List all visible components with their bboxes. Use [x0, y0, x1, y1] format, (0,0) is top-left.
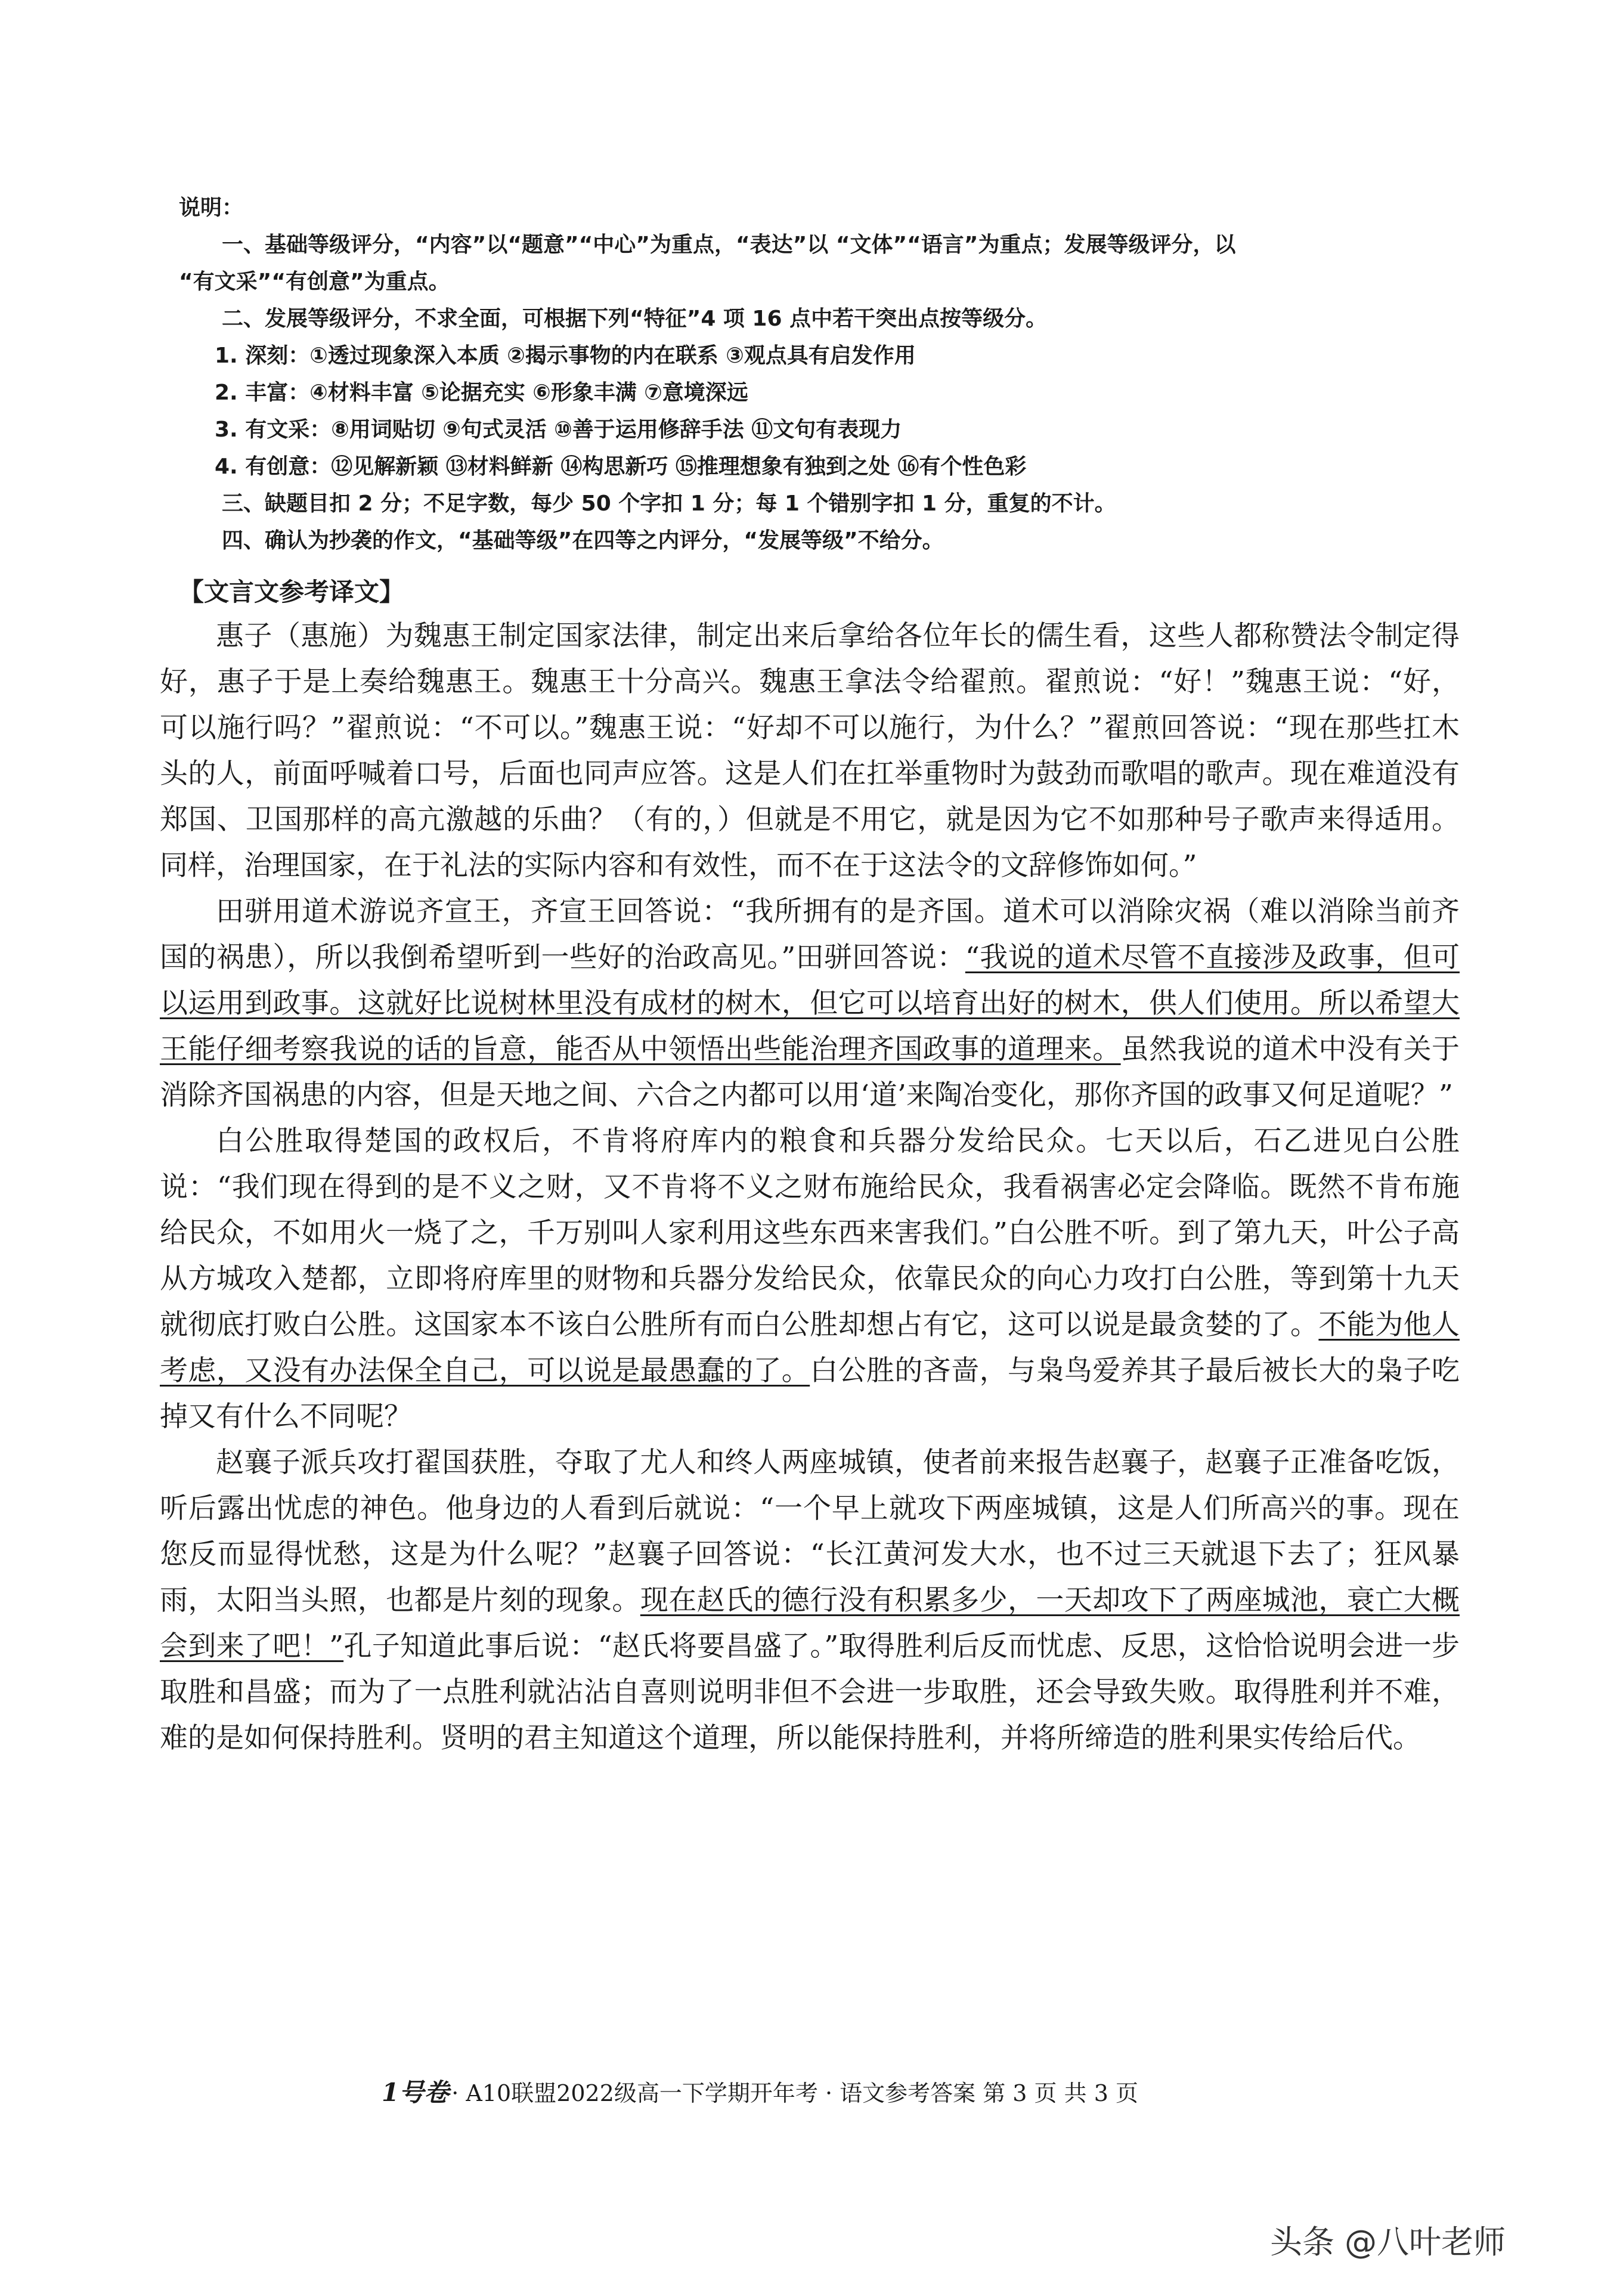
p4-text-a: 赵襄子派兵攻打翟国获胜，夺取了尤人和终人两座城镇，使者前来报告赵襄子，赵襄子正准备吃饭，听后露出忧虑的神色。他身边的人看到后就说：“一个早上就攻下两座城镇，这是人们所高兴的事。现在您反而显得忧愁，这是为什么呢？”赵襄子回答说：“长江黄河发大水，也不过三天就退下去了；狂风暴雨，太阳当头照，也都是片刻的现象。 — [160, 1446, 1460, 1617]
translation-paragraph-1: 惠子（惠施）为魏惠王制定国家法律，制定出来后拿给各位年长的儒生看，这些人都称赞法令制定得好，惠子于是上奏给魏惠王。魏惠王十分高兴。魏惠王拿法令给翟煎。翟煎说：“好！”魏惠王说：“好，可以施行吗？”翟煎说：“不可以。”魏惠王说：“好却不可以施行，为什么？”翟煎回答说：“现在那些扛木头的人，前面呼喊着口号，后面也同声应答。这是人们在扛举重物时为鼓劲而歌唱的歌声。现在难道没有郑国、卫国那样的高亢激越的乐曲？（有的，）但就是不用它，就是因为它不如那种号子歌声来得适用。同样，治理国家，在于礼法的实际内容和有效性，而不在于这法令的文辞修饰如何。” — [160, 620, 1460, 882]
notes-item-1: 1. 深刻：①透过现象深入本质 ②揭示事物的内在联系 ③观点具有启发作用 — [215, 344, 916, 368]
notes-item-3: 3. 有文采：⑧用词贴切 ⑨句式灵活 ⑩善于运用修辞手法 ⑪文句有表现力 — [215, 417, 902, 442]
brand-logo: 1号卷 — [382, 2078, 450, 2107]
classical-translation — [160, 571, 1460, 1761]
notes-line-2: 二、发展等级评分，不求全面，可根据下列“特征”4 项 16 点中若干突出点按等级分。 — [222, 307, 1048, 331]
translation-paragraph-4 — [160, 1440, 1460, 1761]
notes-heading: 说明： — [179, 196, 244, 220]
grading-notes — [179, 190, 1461, 559]
notes-line-1a: 一、基础等级评分，“内容”以“题意”“中心”为重点，“表达”以 “文体”“语言”为重点；发展等级评分，以 — [222, 233, 1236, 257]
p2-text-a: 田骈用道术游说齐宣王，齐宣王回答说：“我所拥有的是齐国。道术可以消除灾祸（难以消除当前齐国的祸患），所以我倒希望听到一些好的治政高见。”田骈回答说： — [160, 895, 1460, 974]
p4-text-b: 孔子知道此事后说：“赵氏将要昌盛了。”取得胜利后反而忧虑、反思，这恰恰说明会进一步取胜和昌盛；而为了一点胜利就沾沾自喜则说明非但不会进一步取胜，还会导致失败。取得胜利并不难，难的是如何保持胜利。贤明的君主知道这个道理，所以能保持胜利，并将所缔造的胜利果实传给后代。 — [160, 1630, 1460, 1755]
p3-text-a: 白公胜取得楚国的政权后，不肯将府库内的粮食和兵器分发给民众。七天以后，石乙进见白公胜说：“我们现在得到的是不义之财，又不肯将不义之财布施给民众，我看祸害必定会降临。既然不肯布施给民众，不如用火一烧了之，千万别叫人家利用这些东西来害我们。”白公胜不听。到了第九天，叶公子高从方城攻入楚都，立即将府库里的财物和兵器分发给民众，依靠民众的向心力攻打白公胜，等到第十九天就彻底打败白公胜。这国家本不该白公胜所有而白公胜却想占有它，这可以说是最贪婪的了。 — [160, 1125, 1460, 1341]
watermark — [1270, 2218, 1506, 2260]
notes-line-4: 四、确认为抄袭的作文，“基础等级”在四等之内评分，“发展等级”不给分。 — [222, 528, 944, 553]
p3-underlined: 不能为他人考虑，又没有办法保全自己，可以说是最愚蠢的了。 — [160, 1308, 1460, 1387]
translation-paragraph-3 — [160, 1118, 1460, 1440]
translation-title: 【文言文参考译文】 — [179, 577, 405, 607]
p3-text-b: 白公胜的吝啬，与枭鸟爱养其子最后被长大的枭子吃掉又有什么不同呢？ — [160, 1354, 1460, 1433]
p2-underlined: “我说的道术尽管不直接涉及政事，但可以运用到政事。这就好比说树林里没有成材的树木，但它可以培育出好的树木，供人们使用。所以希望大王能仔细考察我说的话的旨意，能否从中领悟出些能治理齐国政事的道理来。 — [160, 941, 1460, 1066]
watermark-text: 头条 @八叶老师 — [1270, 2223, 1506, 2261]
notes-item-2: 2. 丰富：④材料丰富 ⑤论据充实 ⑥形象丰满 ⑦意境深远 — [215, 380, 748, 405]
translation-paragraph-2 — [160, 889, 1460, 1118]
notes-line-1b: “有文采”“有创意”为重点。 — [179, 270, 450, 294]
page-footer — [382, 2073, 1276, 2109]
p4-underlined: 现在赵氏的德行没有积累多少，一天却攻下了两座城池，衰亡大概会到来了吧！” — [160, 1584, 1460, 1663]
notes-line-3: 三、缺题目扣 2 分；不足字数，每少 50 个字扣 1 分；每 1 个错别字扣 1 分，重复的不计。 — [222, 491, 1116, 516]
notes-item-4: 4. 有创意：⑫见解新颖 ⑬材料鲜新 ⑭构思新巧 ⑮推理想象有独到之处 ⑯有个性色彩 — [215, 454, 1027, 479]
p2-text-b: 虽然我说的道术中没有关于消除齐国祸患的内容，但是天地之间、六合之内都可以用‘道’来陶冶变化，那你齐国的政事又何足道呢？” — [160, 1033, 1460, 1112]
footer-text: · A10联盟2022级高一下学期开年考 · 语文参考答案 第 3 页 共 3 页 — [451, 2080, 1138, 2106]
